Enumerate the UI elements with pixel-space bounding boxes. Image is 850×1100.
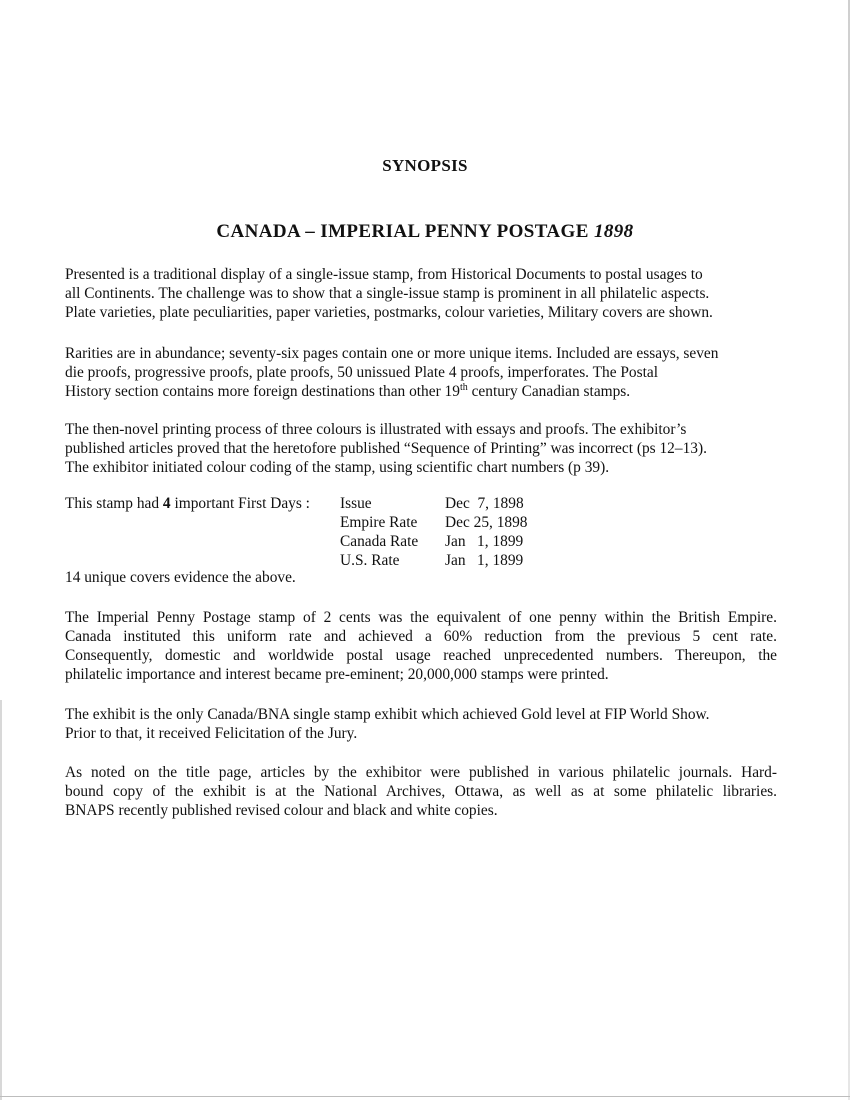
paragraph-line: Presented is a traditional display of a single-issue stamp, from Historical Documents to postal usages to <box>65 266 703 283</box>
page-title: SYNOPSIS <box>382 156 468 175</box>
exhibit-title <box>0 221 850 243</box>
superscript-th: th <box>459 381 468 393</box>
first-day-label: Canada Rate <box>340 533 419 550</box>
first-days-count: 4 <box>162 495 171 512</box>
paragraph-line: published articles proved that the heretofore published “Sequence of Printing” was incorrect (ps 12–13). <box>65 440 707 457</box>
first-day-date: Dec 25, 1898 <box>445 514 528 531</box>
paragraph-line-text: century Canadian stamps. <box>467 383 631 400</box>
exhibit-title-year: 1898 <box>593 221 634 242</box>
paragraph-line-text: History section contains more foreign destinations than other 19 <box>65 383 460 400</box>
exhibit-title-main: CANADA – IMPERIAL PENNY POSTAGE <box>216 221 589 242</box>
paragraph-gold-level <box>65 705 777 743</box>
paragraph-introduction <box>65 265 777 322</box>
scan-edge-bottom <box>0 1096 850 1097</box>
first-days-lead-text: important First Days : <box>170 495 310 512</box>
covers-evidence-note: 14 unique covers evidence the above. <box>65 569 296 586</box>
paragraph-line: Rarities are in abundance; seventy-six pages contain one or more unique items. Included are essays, seven <box>65 345 719 362</box>
first-days-lead <box>65 494 310 513</box>
paragraph-line: all Continents. The challenge was to show that a single-issue stamp is prominent in all philatelic aspects. <box>65 285 710 302</box>
paragraph-line: The exhibitor initiated colour coding of the stamp, using scientific chart numbers (p 39). <box>65 459 610 476</box>
paragraph-rarities <box>65 344 777 401</box>
paragraph-line <box>65 382 777 401</box>
first-day-label: U.S. Rate <box>340 552 400 569</box>
paragraph-line: Consequently, domestic and worldwide postal usage reached unprecedented numbers. Thereupon, the <box>65 647 777 664</box>
paragraph-line: The then-novel printing process of three colours is illustrated with essays and proofs. The exhibitor’s <box>65 421 687 438</box>
paragraph-line: Prior to that, it received Felicitation of the Jury. <box>65 725 358 742</box>
paragraph-articles <box>65 763 777 820</box>
paragraph-line: die proofs, progressive proofs, plate proofs, 50 unissued Plate 4 proofs, imperforates. The Postal <box>65 364 658 381</box>
first-day-date: Jan 1, 1899 <box>445 552 524 569</box>
first-day-date: Dec 7, 1898 <box>445 495 524 512</box>
first-day-date: Jan 1, 1899 <box>445 533 524 550</box>
paragraph-line: BNAPS recently published revised colour and black and white copies. <box>65 802 498 819</box>
paragraph-line: philatelic importance and interest became pre-eminent; 20,000,000 stamps were printed. <box>65 666 609 683</box>
paragraph-printing-process <box>65 420 777 477</box>
first-day-label: Empire Rate <box>340 514 418 531</box>
paragraph-penny-postage <box>65 608 777 684</box>
paragraph-line: As noted on the title page, articles by the exhibitor were published in various philatelic journals. Hard- <box>65 764 777 781</box>
paragraph-line: The Imperial Penny Postage stamp of 2 cents was the equivalent of one penny within the British Empire. <box>65 609 777 626</box>
paragraph-line: Plate varieties, plate peculiarities, paper varieties, postmarks, colour varieties, Military covers are shown. <box>65 304 713 321</box>
paragraph-line: The exhibit is the only Canada/BNA single stamp exhibit which achieved Gold level at FIP World Show. <box>65 706 710 723</box>
paragraph-line: Canada instituted this uniform rate and achieved a 60% reduction from the previous 5 cent rate. <box>65 628 777 645</box>
paragraph-line: bound copy of the exhibit is at the National Archives, Ottawa, as well as at some philatelic libraries. <box>65 783 777 800</box>
first-day-label: Issue <box>340 495 372 512</box>
first-days-lead-text: This stamp had <box>65 495 163 512</box>
scan-edge-left <box>0 700 2 1100</box>
